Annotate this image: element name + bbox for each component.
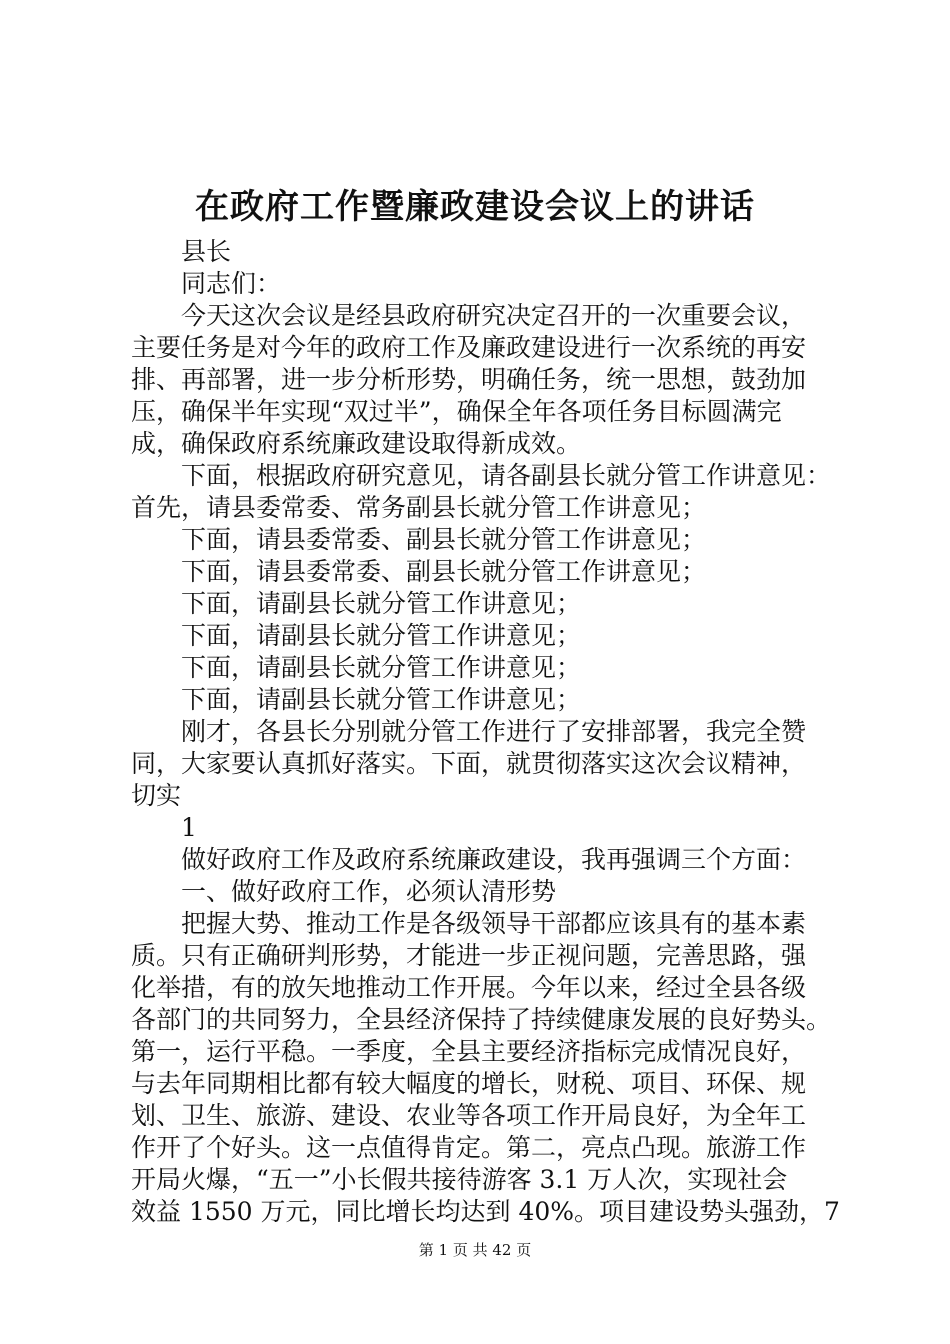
page-footer: 第 1 页 共 42 页 xyxy=(418,1241,532,1259)
text-line: 划、卫生、旅游、建设、农业等各项工作开局良好，为全年工 xyxy=(131,1101,807,1130)
text-line: 首先，请县委常委、常务副县长就分管工作讲意见； xyxy=(131,493,707,522)
text-line: 效益 1550 万元，同比增长均达到 40%。项目建设势头强劲，7 xyxy=(131,1197,840,1226)
text-line: 下面，请副县长就分管工作讲意见； xyxy=(181,621,582,650)
text-line: 压，确保半年实现“双过半”，确保全年各项任务目标圆满完 xyxy=(131,397,782,426)
text-line: 下面，请副县长就分管工作讲意见； xyxy=(181,653,582,682)
text-line: 今天这次会议是经县政府研究决定召开的一次重要会议， xyxy=(181,301,807,330)
text-line: 开局火爆，“五一”小长假共接待游客 3.1 万人次，实现社会 xyxy=(131,1165,788,1194)
text-line: 作开了个好头。这一点值得肯定。第二，亮点凸现。旅游工作 xyxy=(131,1133,807,1162)
document-body xyxy=(131,236,840,1228)
text-line: 把握大势、推动工作是各级领导干部都应该具有的基本素 xyxy=(181,909,807,938)
text-line: 同，大家要认真抓好落实。下面，就贯彻落实这次会议精神， xyxy=(131,749,807,778)
text-line: 与去年同期相比都有较大幅度的增长，财税、项目、环保、规 xyxy=(131,1069,807,1098)
text-line: 下面，请副县长就分管工作讲意见； xyxy=(181,685,582,714)
text-line: 下面，请县委常委、副县长就分管工作讲意见； xyxy=(181,525,707,554)
text-line: 1 xyxy=(181,813,197,842)
text-line: 主要任务是对今年的政府工作及廉政建设进行一次系统的再安 xyxy=(131,333,807,362)
text-line: 一、做好政府工作，必须认清形势 xyxy=(181,877,557,906)
document-title: 在政府工作暨廉政建设会议上的讲话 xyxy=(195,187,755,227)
text-line: 刚才，各县长分别就分管工作进行了安排部署，我完全赞 xyxy=(181,717,807,746)
text-line: 切实 xyxy=(131,781,182,810)
text-line: 下面，请副县长就分管工作讲意见； xyxy=(181,589,582,618)
text-line: 下面，根据政府研究意见，请各副县长就分管工作讲意见： xyxy=(181,461,832,490)
text-line: 县长 xyxy=(181,237,232,266)
text-line: 同志们： xyxy=(181,269,282,298)
text-line: 化举措，有的放矢地推动工作开展。今年以来，经过全县各级 xyxy=(131,973,807,1002)
text-line: 第一，运行平稳。一季度，全县主要经济指标完成情况良好， xyxy=(131,1037,807,1066)
text-line: 成，确保政府系统廉政建设取得新成效。 xyxy=(131,429,582,458)
text-line: 排、再部署，进一步分析形势，明确任务，统一思想，鼓劲加 xyxy=(131,365,807,394)
text-line: 质。只有正确研判形势，才能进一步正视问题，完善思路，强 xyxy=(131,941,807,970)
text-line: 做好政府工作及政府系统廉政建设，我再强调三个方面： xyxy=(181,845,807,874)
text-line: 各部门的共同努力，全县经济保持了持续健康发展的良好势头。 xyxy=(131,1005,832,1034)
text-line: 下面，请县委常委、副县长就分管工作讲意见； xyxy=(181,557,707,586)
